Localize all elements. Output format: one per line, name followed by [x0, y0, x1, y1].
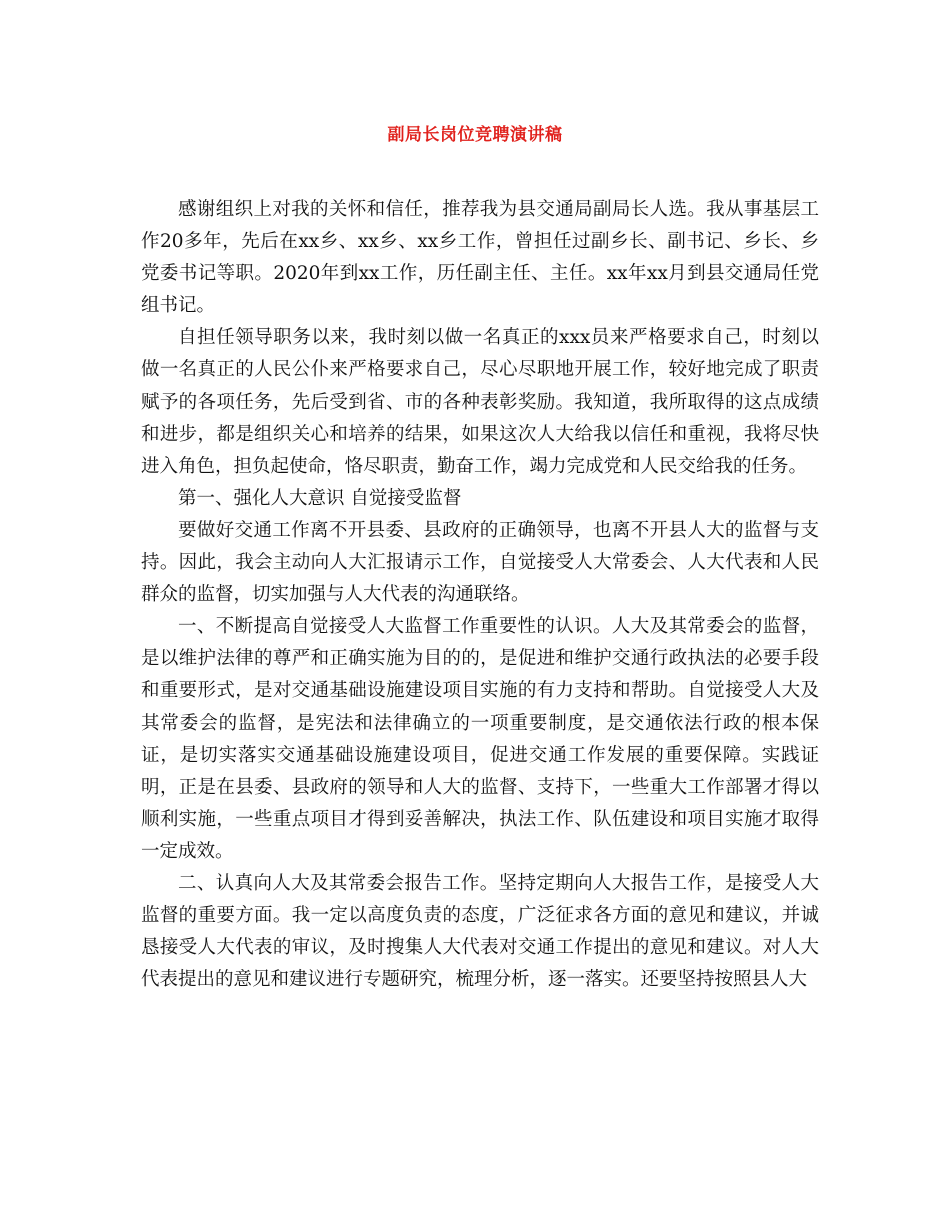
document-title: 副局长岗位竞聘演讲稿: [387, 125, 563, 145]
paragraph-introduction: 感谢组织上对我的关怀和信任，推荐我为县交通局副局长人选。我从事基层工作20多年，先后在xx乡、xx乡、xx乡工作，曾担任过副乡长、副书记、乡长、乡党委书记等职。2020年到xx工作，历任副主任、主任。xx年xx月到县交通局任党组书记。: [141, 199, 819, 317]
section-heading: 第一、强化人大意识 自觉接受监督: [178, 487, 462, 509]
document-body: [141, 194, 819, 996]
paragraph-point-two: 二、认真向人大及其常委会报告工作。坚持定期向人大报告工作，是接受人大监督的重要方面。我一定以高度负责的态度，广泛征求各方面的意见和建议，并诚恳接受人大代表的审议，及时搜集人大代表对交通工作提出的意见和建议。对人大代表提出的意见和建议进行专题研究，梳理分析，逐一落实。还要坚持按照县人大: [141, 872, 819, 991]
paragraph-supervision: 要做好交通工作离不开县委、县政府的正确领导，也离不开县人大的监督与支持。因此，我会主动向人大汇报请示工作，自觉接受人大常委会、人大代表和人民群众的监督，切实加强与人大代表的沟通联络。: [141, 519, 819, 606]
paragraph-point-one: 一、不断提高自觉接受人大监督工作重要性的认识。人大及其常委会的监督，是以维护法律的尊严和正确实施为目的的，是促进和维护交通行政执法的必要手段和重要形式，是对交通基础设施建设项目实施的有力支持和帮助。自觉接受人大及其常委会的监督，是宪法和法律确立的一项重要制度，是交通依法行政的根本保证，是切实落实交通基础设施建设项目，促进交通工作发展的重要保障。实践证明，正是在县委、县政府的领导和人大的监督、支持下，一些重大工作部署才得以顺利实施，一些重点项目才得到妥善解决，执法工作、队伍建设和项目实施才取得一定成效。: [141, 616, 819, 862]
paragraph-experience: 自担任领导职务以来，我时刻以做一名真正的xxx员来严格要求自己，时刻以做一名真正的人民公仆来严格要求自己，尽心尽职地开展工作，较好地完成了职责赋予的各项任务，先后受到省、市的各种表彰奖励。我知道，我所取得的这点成绩和进步，都是组织关心和培养的结果，如果这次人大给我以信任和重视，我将尽快进入角色，担负起使命，恪尽职责，勤奋工作，竭力完成党和人民交给我的任务。: [141, 327, 819, 477]
